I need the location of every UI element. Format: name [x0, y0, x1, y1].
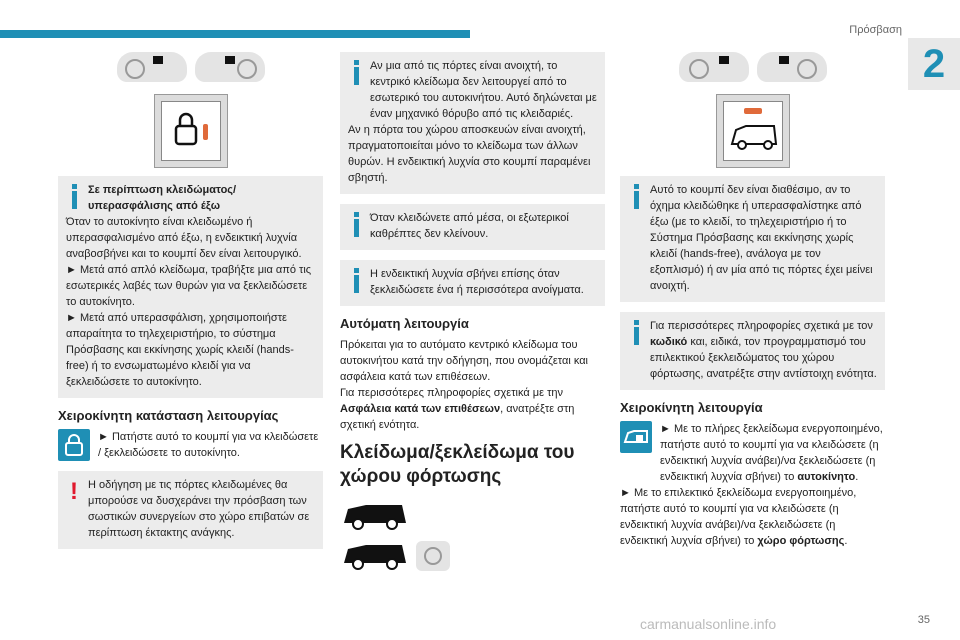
info-text: ► Μετά από υπερασφάλιση, χρησιμοποιήστε απαραίτητα το τηλεχειριστήριο, το σύστημα Πρόσβασης και εκκίνησης χωρίς κλειδί (hands-free) ή το ενσωματωμένο κλειδί για να ξεκλειδώσετε το αυτοκίνητο.: [66, 312, 294, 388]
info-icon: [348, 60, 364, 88]
section-title: Πρόσβαση: [849, 24, 902, 36]
van-lock-button-icon: [620, 421, 652, 453]
van-side-icon: [340, 497, 410, 531]
door-right-icon: [757, 52, 827, 82]
door-left-icon: [679, 52, 749, 82]
heading-manual-mode: Χειροκίνητη κατάσταση λειτουργίας: [58, 408, 279, 423]
van-side-icon: [340, 537, 410, 571]
manual-operation-text: ► Με το πλήρες ξεκλείδωμα ενεργοποιημένο, πατήστε αυτό το κουμπί για να κλειδώσετε (η ενδεικτική λυχνία ανάβει)/να ξεκλειδώσετε (η ενδεικτική λυχνία σβήνει) το αυτοκίνητο.: [660, 423, 883, 483]
info-text: Όταν κλειδώνετε από μέσα, οι εξωτερικοί καθρέπτες δεν κλείνουν.: [370, 212, 569, 240]
info-title: Σε περίπτωση κλειδώματος/υπερασφάλισης από έξω: [88, 184, 237, 212]
info-text: Η ενδεικτική λυχνία σβήνει επίσης όταν ξεκλειδώσετε ένα ή περισσότερα ανοίγματα.: [370, 268, 584, 296]
lock-button-panel: [154, 94, 228, 168]
warning-box: [58, 471, 323, 549]
info-text: Όταν το αυτοκίνητο είναι κλειδωμένο ή υπερασφαλισμένο από έξω, η ενδεικτική λυχνία αναβοσβήνει και το κουμπί δεν είναι λειτουργικό.: [66, 216, 302, 260]
column-1: [58, 52, 323, 559]
info-icon: [628, 320, 644, 348]
warning-text: Η οδήγηση με τις πόρτες κλειδωμένες θα μπορούσε να δυσχεράνει την πρόσβαση των σωστικών συνεργείων στο χώρο επιβατών σε περίπτωση έκτακτης ανάγκης.: [88, 479, 310, 539]
info-text: Αν μια από τις πόρτες είναι ανοιχτή, το κεντρικό κλείδωμα δεν λειτουργεί από το εσωτερικό του αυτοκινήτου. Αυτό δηλώνεται με έναν μηχανικό θόρυβο από τις κλειδαριές.: [370, 60, 597, 120]
info-text: Αυτό το κουμπί δεν είναι διαθέσιμο, αν το όχημα κλειδώθηκε ή υπερασφαλίστηκε από έξω (με το κλειδί, το τηλεχειριστήριο ή το Σύστημα Πρόσβασης και εκκίνησης χωρίς κλειδί (hands-free), ανάλογα με τον εξοπλισμό) ή αν μία από τις πόρτες έχει μείνει ανοιχτή.: [650, 184, 873, 292]
info-box-code: [620, 312, 885, 390]
page-number: 35: [917, 614, 930, 626]
heading-auto-mode: Αυτόματη λειτουργία: [340, 316, 469, 331]
info-box-mirrors: [340, 204, 605, 250]
heading-load-area: Κλείδωμα/ξεκλείδωμα του χώρου φόρτωσης: [340, 442, 575, 487]
heading-manual-operation: Χειροκίνητη λειτουργία: [620, 400, 763, 415]
chapter-badge: 2: [908, 38, 960, 90]
van-lock-icon: [724, 102, 782, 160]
info-text: Αν η πόρτα του χώρου αποσκευών είναι ανοιχτή, πραγματοποιείται μόνο το κλείδωμα των άλλων θυρών. Η ενδεικτική λυχνία στο κουμπί παραμένει σβηστή.: [348, 124, 591, 184]
info-icon: [628, 184, 644, 212]
info-text: Για περισσότερες πληροφορίες σχετικά με τον κωδικό και, ειδικά, τον προγραμματισμό του επιλεκτικού ξεκλειδώματος του χώρου φόρτωσης, ανατρέξτε στην αντίστοιχη ενότητα.: [650, 320, 877, 380]
door-illustration: [620, 52, 885, 82]
warning-icon: !: [70, 478, 78, 505]
lock-button-icon: [58, 429, 90, 461]
info-text: ► Μετά από απλό κλείδωμα, τραβήξτε μια από τις εσωτερικές λαβές των θυρών για να ξεκλειδώσετε το αυτοκίνητο.: [66, 264, 312, 308]
padlock-icon: [162, 102, 220, 160]
column-3: [620, 52, 885, 549]
auto-mode-reference: Για περισσότερες πληροφορίες σχετικά με την Ασφάλεια κατά των επιθέσεων, ανατρέξτε στη σχετική ενότητα.: [340, 387, 575, 431]
manual-mode-text: ► Πατήστε αυτό το κουμπί για να κλειδώσετε / ξεκλειδώσετε το αυτοκίνητο.: [98, 431, 319, 459]
info-icon: [348, 212, 364, 240]
load-area-button-panel: [716, 94, 790, 168]
info-box-unavailable: [620, 176, 885, 302]
info-box-indicator: [340, 260, 605, 306]
door-handle-illustration: [58, 52, 323, 82]
auto-mode-text: Πρόκειται για το αυτόματο κεντρικό κλείδωμα του αυτοκινήτου κατά την οδήγηση, που ονομάζεται και ασφάλεια κατά των επιθέσεων.: [340, 339, 588, 383]
door-handle-right-icon: [195, 52, 265, 82]
info-icon: [348, 268, 364, 296]
van-illustrations: [340, 497, 605, 571]
info-box-outside-lock: [58, 176, 323, 398]
manual-operation-text: ► Με το επιλεκτικό ξεκλείδωμα ενεργοποιημένο, πατήστε αυτό το κουμπί για να κλειδώσετε (η ενδεικτική λυχνία ανάβει)/να ξεκλειδώσετε (η ενδεικτική λυχνία σβήνει) το χώρο φόρτωσης.: [620, 487, 857, 547]
steering-wheel-icon: [416, 541, 450, 571]
info-icon: [66, 184, 82, 212]
column-2: [340, 52, 605, 571]
watermark: carmanualsonline.info: [640, 616, 777, 632]
door-handle-left-icon: [117, 52, 187, 82]
header-accent-bar: [0, 30, 470, 38]
info-box-door-open: [340, 52, 605, 194]
